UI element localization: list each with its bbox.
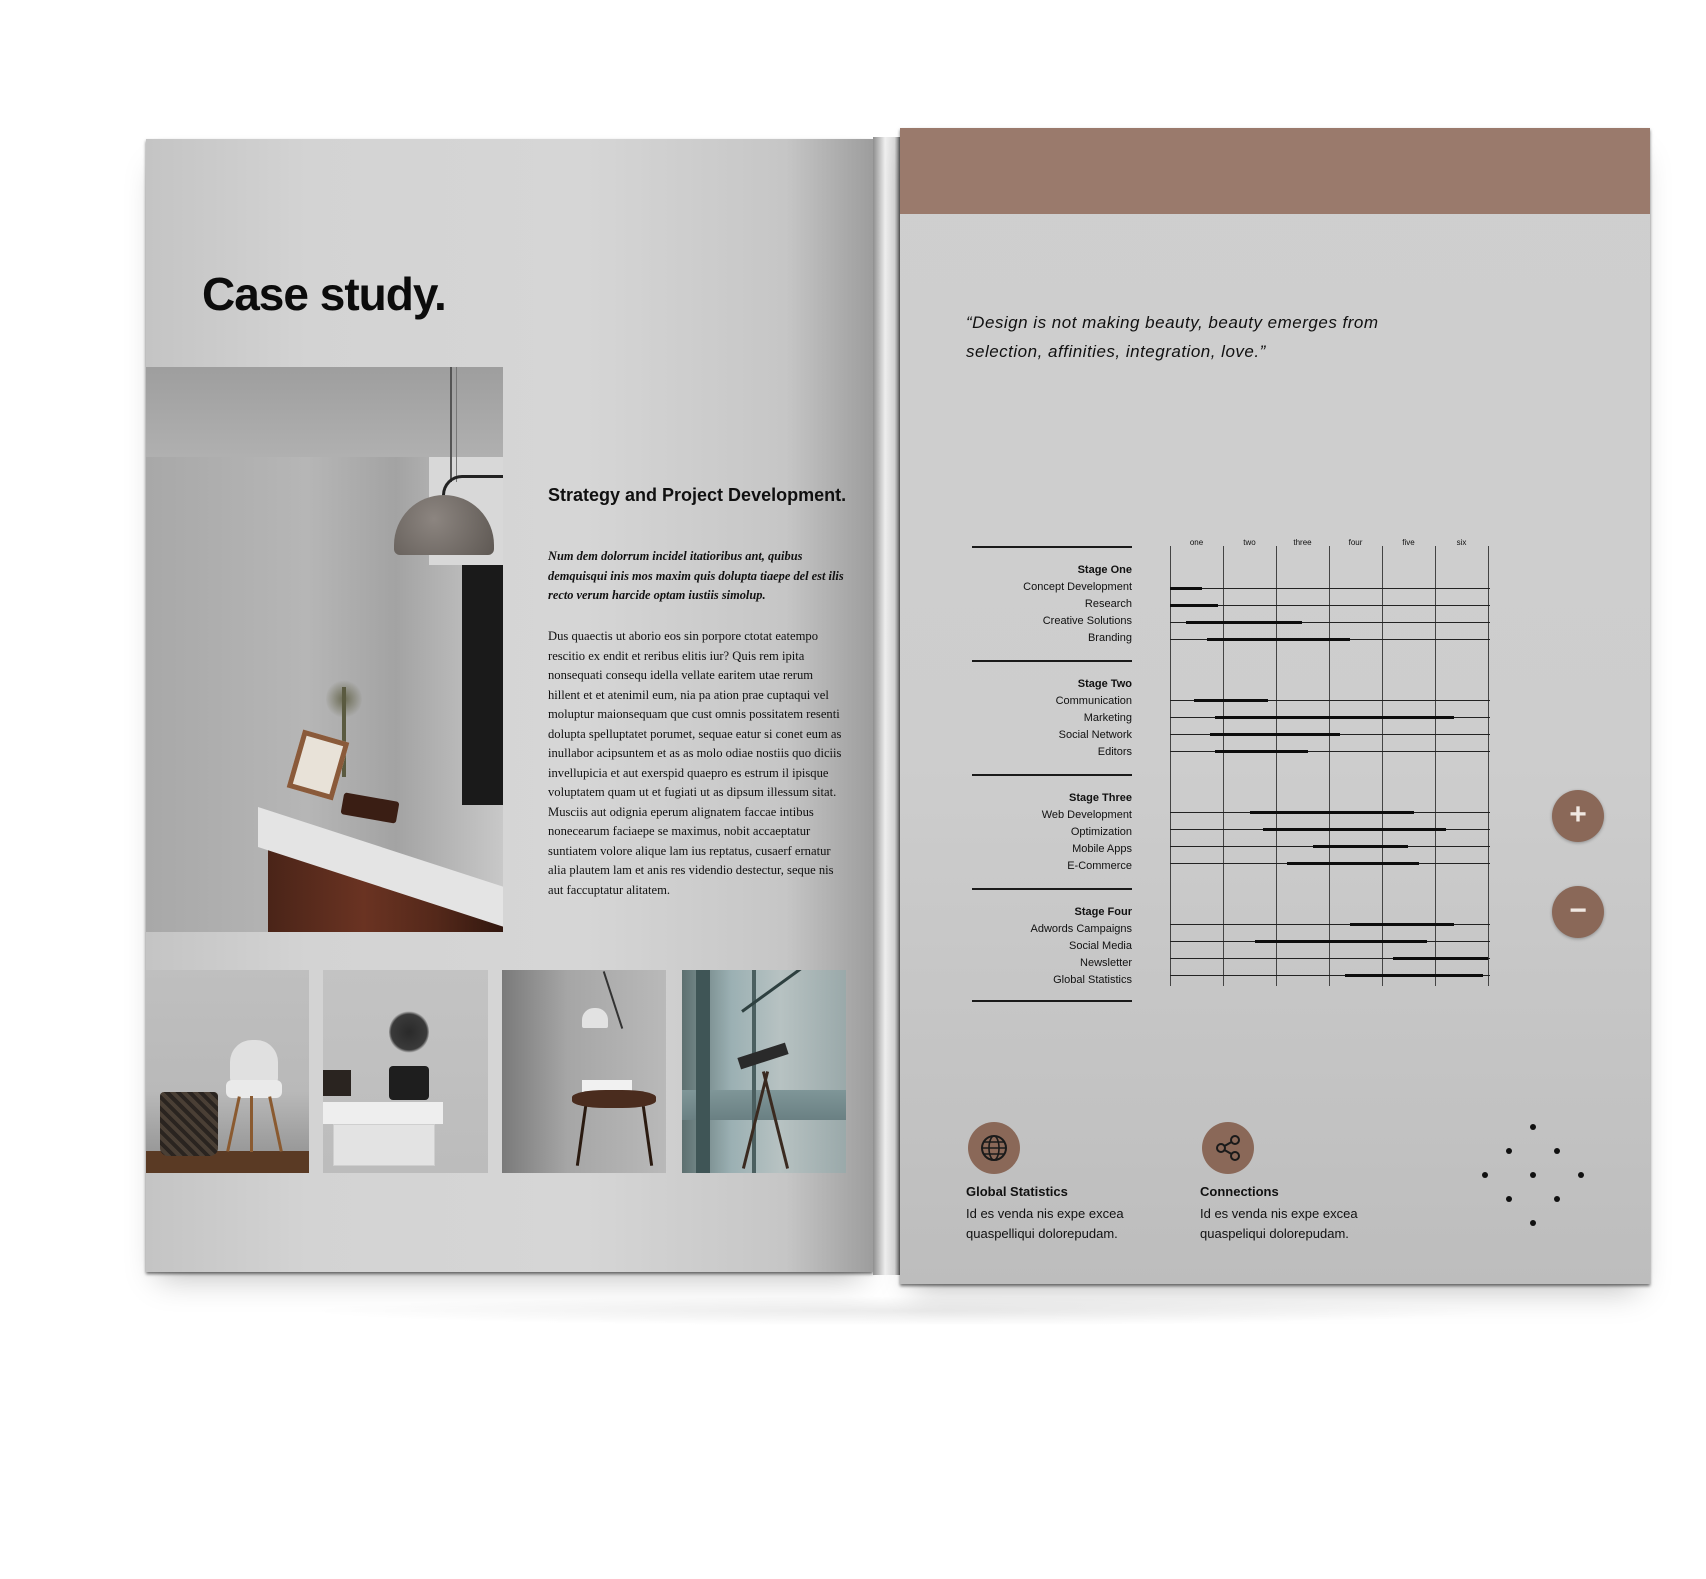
grid-line (1276, 546, 1277, 986)
grid-line (1435, 546, 1436, 986)
section-heading: Strategy and Project Development. (548, 485, 847, 505)
gantt-bar (1393, 957, 1488, 960)
body-paragraph: Musciis aut odignia eperum alignatem faccae intibus nonecearum faciaepe se maximus, nobit accaeptatur suntiatem volore alique lam ius reptatus, cusaerf ernatur alia plautem lam et anis res videndio destectur, seque nis aut faccuptatur alitatem. (548, 804, 834, 897)
stage-item: Creative Solutions (1042, 615, 1132, 627)
stage-item: E-Commerce (1067, 860, 1132, 872)
gantt-bar (1215, 716, 1454, 719)
gantt-bar (1170, 604, 1218, 607)
gantt-bar (1263, 828, 1446, 831)
column-label: three (1293, 538, 1312, 547)
gantt-bar (1345, 974, 1483, 977)
grid-line (1488, 546, 1489, 986)
grid-line (1329, 546, 1330, 986)
grid-line (1170, 546, 1171, 986)
row-line (1170, 605, 1490, 606)
feature-description: Id es venda nis expe excea quaspeliqui dolorepudam. (1200, 1206, 1358, 1241)
dot-pattern-decoration (1478, 1124, 1588, 1234)
stage-item: Social Media (1069, 940, 1132, 952)
stage-item: Branding (1087, 632, 1132, 644)
column-label: one (1189, 538, 1204, 547)
stage-item: Optimization (1070, 826, 1132, 838)
gantt-bar (1287, 862, 1420, 865)
stage-list (972, 546, 1132, 1002)
thumbnail-photo (323, 970, 488, 1173)
grid-line (1382, 546, 1383, 986)
book-spine (873, 137, 900, 1275)
stage-group (972, 774, 1132, 888)
column-label: five (1402, 538, 1415, 547)
gantt-bar (1170, 587, 1202, 590)
stage-item: Marketing (1083, 712, 1132, 724)
gantt-bar (1215, 750, 1308, 753)
feature-description: Id es venda nis expe excea quaspelliqui dolorepudam. (966, 1206, 1124, 1241)
gantt-bar (1255, 940, 1427, 943)
body-paragraph: Dus quaectis ut aborio eos sin porpore ctotat eatempo rescitio ex endit et reribus elitis iur? Quis rem ipita nonsequati consequ idella vellate earitem utae rerum hillent et et atenimil eum, nia pa ation prae cuptaqui vel moluptur maionsequam que cust omnis possitatem resenti dolupta spelluptatet porumet, sequae eatur si conet eum as inullabor acipsuntem et as as molo odiae nostiis quo diciis invellupicia et aut exerspid quaepro es estrum il ipisque voluptatem quam ut et fugiati ut as dipsum illessum sitat. (548, 629, 842, 799)
picture-frame (287, 730, 350, 801)
thumbnail-photo (682, 970, 846, 1173)
gantt-bar (1313, 845, 1408, 848)
stage-item: Newsletter (1080, 957, 1132, 969)
gantt-bar (1194, 699, 1268, 702)
column-label: four (1348, 538, 1363, 547)
stage-item: Mobile Apps (1072, 843, 1132, 855)
left-page (146, 139, 873, 1272)
stage-item: Concept Development (1023, 581, 1132, 593)
zoom-out-button[interactable]: − (1552, 886, 1604, 938)
stage-item: Editors (1097, 746, 1132, 758)
stage-name: Stage One (1077, 564, 1132, 576)
gantt-bar (1350, 923, 1453, 926)
header-band (900, 128, 1650, 214)
main-photo (146, 367, 503, 932)
book-shadow (300, 1296, 1500, 1326)
stage-item: Web Development (1041, 809, 1132, 821)
stage-item: Global Statistics (1053, 974, 1132, 986)
column-label: six (1456, 538, 1467, 547)
stage-group (972, 888, 1132, 1002)
gantt-chart (1170, 538, 1490, 988)
share-icon (1202, 1122, 1254, 1174)
stage-name: Stage Four (1074, 906, 1132, 918)
stage-group (972, 660, 1132, 774)
row-line (1170, 588, 1490, 589)
grid-line (1223, 546, 1224, 986)
intro-paragraph: Num dem dolorrum incidel itatioribus ant, quibus demquisqui inis mos maxim quis dolupta tiaepe del est ilis recto verum harcide optam iustiis simolup. (548, 549, 844, 602)
gantt-bar (1207, 638, 1350, 641)
right-page (900, 128, 1650, 1284)
stage-item: Research (1084, 598, 1132, 610)
gantt-bar (1250, 811, 1414, 814)
zoom-in-button[interactable]: + (1552, 790, 1604, 842)
gantt-bar (1210, 733, 1340, 736)
gantt-bar (1186, 621, 1303, 624)
column-label: two (1243, 538, 1256, 547)
quote: “Design is not making beauty, beauty emerges from selection, affinities, integration, love.” (966, 313, 1379, 361)
feature-title: Global Statistics (966, 1184, 1068, 1199)
globe-icon (968, 1122, 1020, 1174)
page-title: Case study. (202, 268, 446, 320)
body-text (548, 627, 844, 900)
feature-title: Connections (1200, 1184, 1279, 1199)
thumbnail-photo (502, 970, 666, 1173)
stage-group (972, 546, 1132, 660)
stage-item: Social Network (1058, 729, 1132, 741)
stage-item: Adwords Campaigns (1030, 923, 1132, 935)
stage-item: Communication (1055, 695, 1132, 707)
thumbnail-photo (146, 970, 309, 1173)
stage-name: Stage Two (1077, 678, 1132, 690)
stage-name: Stage Three (1069, 792, 1132, 804)
